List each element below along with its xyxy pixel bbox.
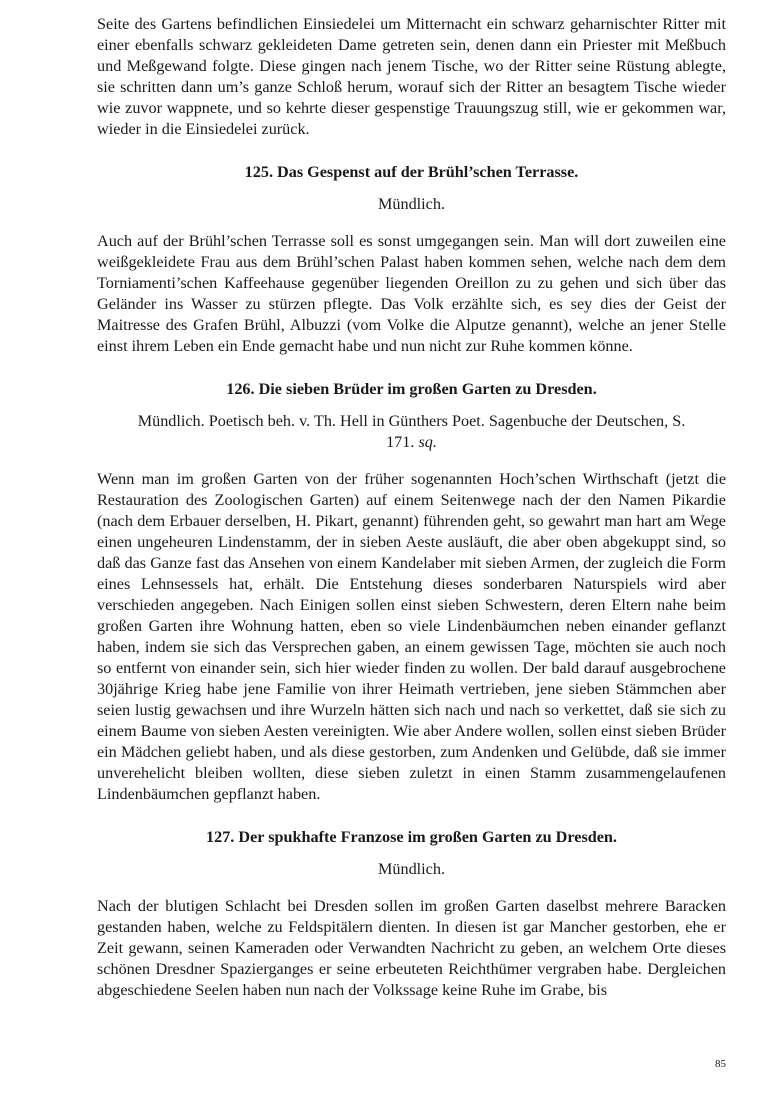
source-126 xyxy=(97,411,726,453)
page-number: 85 xyxy=(715,1058,726,1070)
heading-127: 127. Der spukhafte Franzose im großen Garten zu Dresden. xyxy=(206,828,617,846)
source-126-sq: sq. xyxy=(418,433,437,451)
paragraph-125: Auch auf der Brühl’schen Terrasse soll es sonst umgegangen sein. Man will dort zuweilen eine weißgekleidete Frau aus dem Brühl’schen Palast haben kommen sehen, welche nach dem dem Torniamenti’schen Kaffeehause gegenüber liegenden Oreillon zu zu gehen und sich über das Geländer ins Wasser zu stürzen pflegte. Das Volk erzählte sich, es sey dies der Geist der Maitresse des Grafen Brühl, Albuzzi (vom Volke die Alputze genannt), welche an jener Stelle einst ihrem Leben ein Ende gemacht habe und nun nicht zur Ruhe kommen könne. xyxy=(97,232,726,355)
source-126-page: 171. xyxy=(386,433,415,451)
source-127: Mündlich. xyxy=(378,860,445,878)
paragraph-124-continuation: Seite des Gartens befindlichen Einsiedelei um Mitternacht ein schwarz geharnischter Ritter mit einer ebenfalls schwarz gekleideten Dame getreten sein, denen dann ein Priester mit Meßbuch und Meßgewand folgte. Diese gingen nach jenem Tische, wo der Ritter seine Rüstung ablegte, sie schritten dann um’s ganze Schloß herum, worauf sich der Ritter an besagtem Tische wieder wie zuvor wappnete, und so kehrte dieser gespenstige Trauungszug still, wie er gekommen war, wieder in die Einsiedelei zurück. xyxy=(97,15,726,138)
source-125: Mündlich. xyxy=(378,195,445,213)
source-126-line1: Mündlich. Poetisch beh. v. Th. Hell in Günthers Poet. Sagenbuche der Deutschen, S. xyxy=(137,412,686,430)
heading-126: 126. Die sieben Brüder im großen Garten zu Dresden. xyxy=(226,380,597,398)
paragraph-127: Nach der blutigen Schlacht bei Dresden sollen im großen Garten daselbst mehrere Baracken gestanden haben, welche zu Feldspitälern dienten. In diesen ist gar Mancher gestorben, ehe er Zeit gewann, seinen Kameraden oder Verwandten Nachricht zu geben, an welchem Orte dieses schönen Dresdner Spazierganges er seine erbeuteten Reichthümer vergraben habe. Dergleichen abgeschiedene Seelen haben nun nach der Volkssage keine Ruhe im Grabe, bis xyxy=(97,897,726,999)
paragraph-126: Wenn man im großen Garten von der früher sogenannten Hoch’schen Wirthschaft (jetzt die Restauration des Zoologischen Garten) auf einem Seitenwege nach der den Namen Pikardie (nach dem Erbauer derselben, H. Pikart, genannt) führenden geht, so gewahrt man hart am Wege einen ungeheuren Lindenstamm, der in sieben Aeste ausläuft, die aber oben abgekuppt sind, so daß das Ganze fast das Ansehen von einem Kandelaber mit sieben Armen, der zugleich die Form eines Lehnsessels hat, erhält. Die Entstehung dieses sonderbaren Naturspiels wird aber verschieden angegeben. Nach Einigen sollen einst sieben Schwestern, deren Eltern nahe beim großen Garten ihre Wohnung hatten, eben so viele Lindenbäumchen neben einander geflanzt haben, indem sie sich das Versprechen gaben, an einem gewissen Tage, möchten sie auch noch so entfernt von einander sein, sich hier wieder finden zu wollen. Der bald darauf ausgebrochene 30jährige Krieg habe jene Familie von ihrer Heimath vertrieben, jene sieben Stämmchen aber seien lustig gewachsen und ihre Wurzeln hätten sich nach und nach so verkettet, daß sie sich zu einem Baume von sieben Aesten vereinigten. Wie aber Andere wollen, sollen einst sieben Brüder ein Mädchen geliebt haben, und als diese gestorben, zum Andenken und Gelübde, daß sie immer unverehelicht bleiben wollten, diese sieben zuletzt in einen Stamm zusammengelaufenen Lindenbäumchen gepflanzt haben. xyxy=(97,470,726,803)
heading-125: 125. Das Gespenst auf der Brühl’schen Terrasse. xyxy=(244,163,579,181)
document-page xyxy=(97,14,726,1001)
